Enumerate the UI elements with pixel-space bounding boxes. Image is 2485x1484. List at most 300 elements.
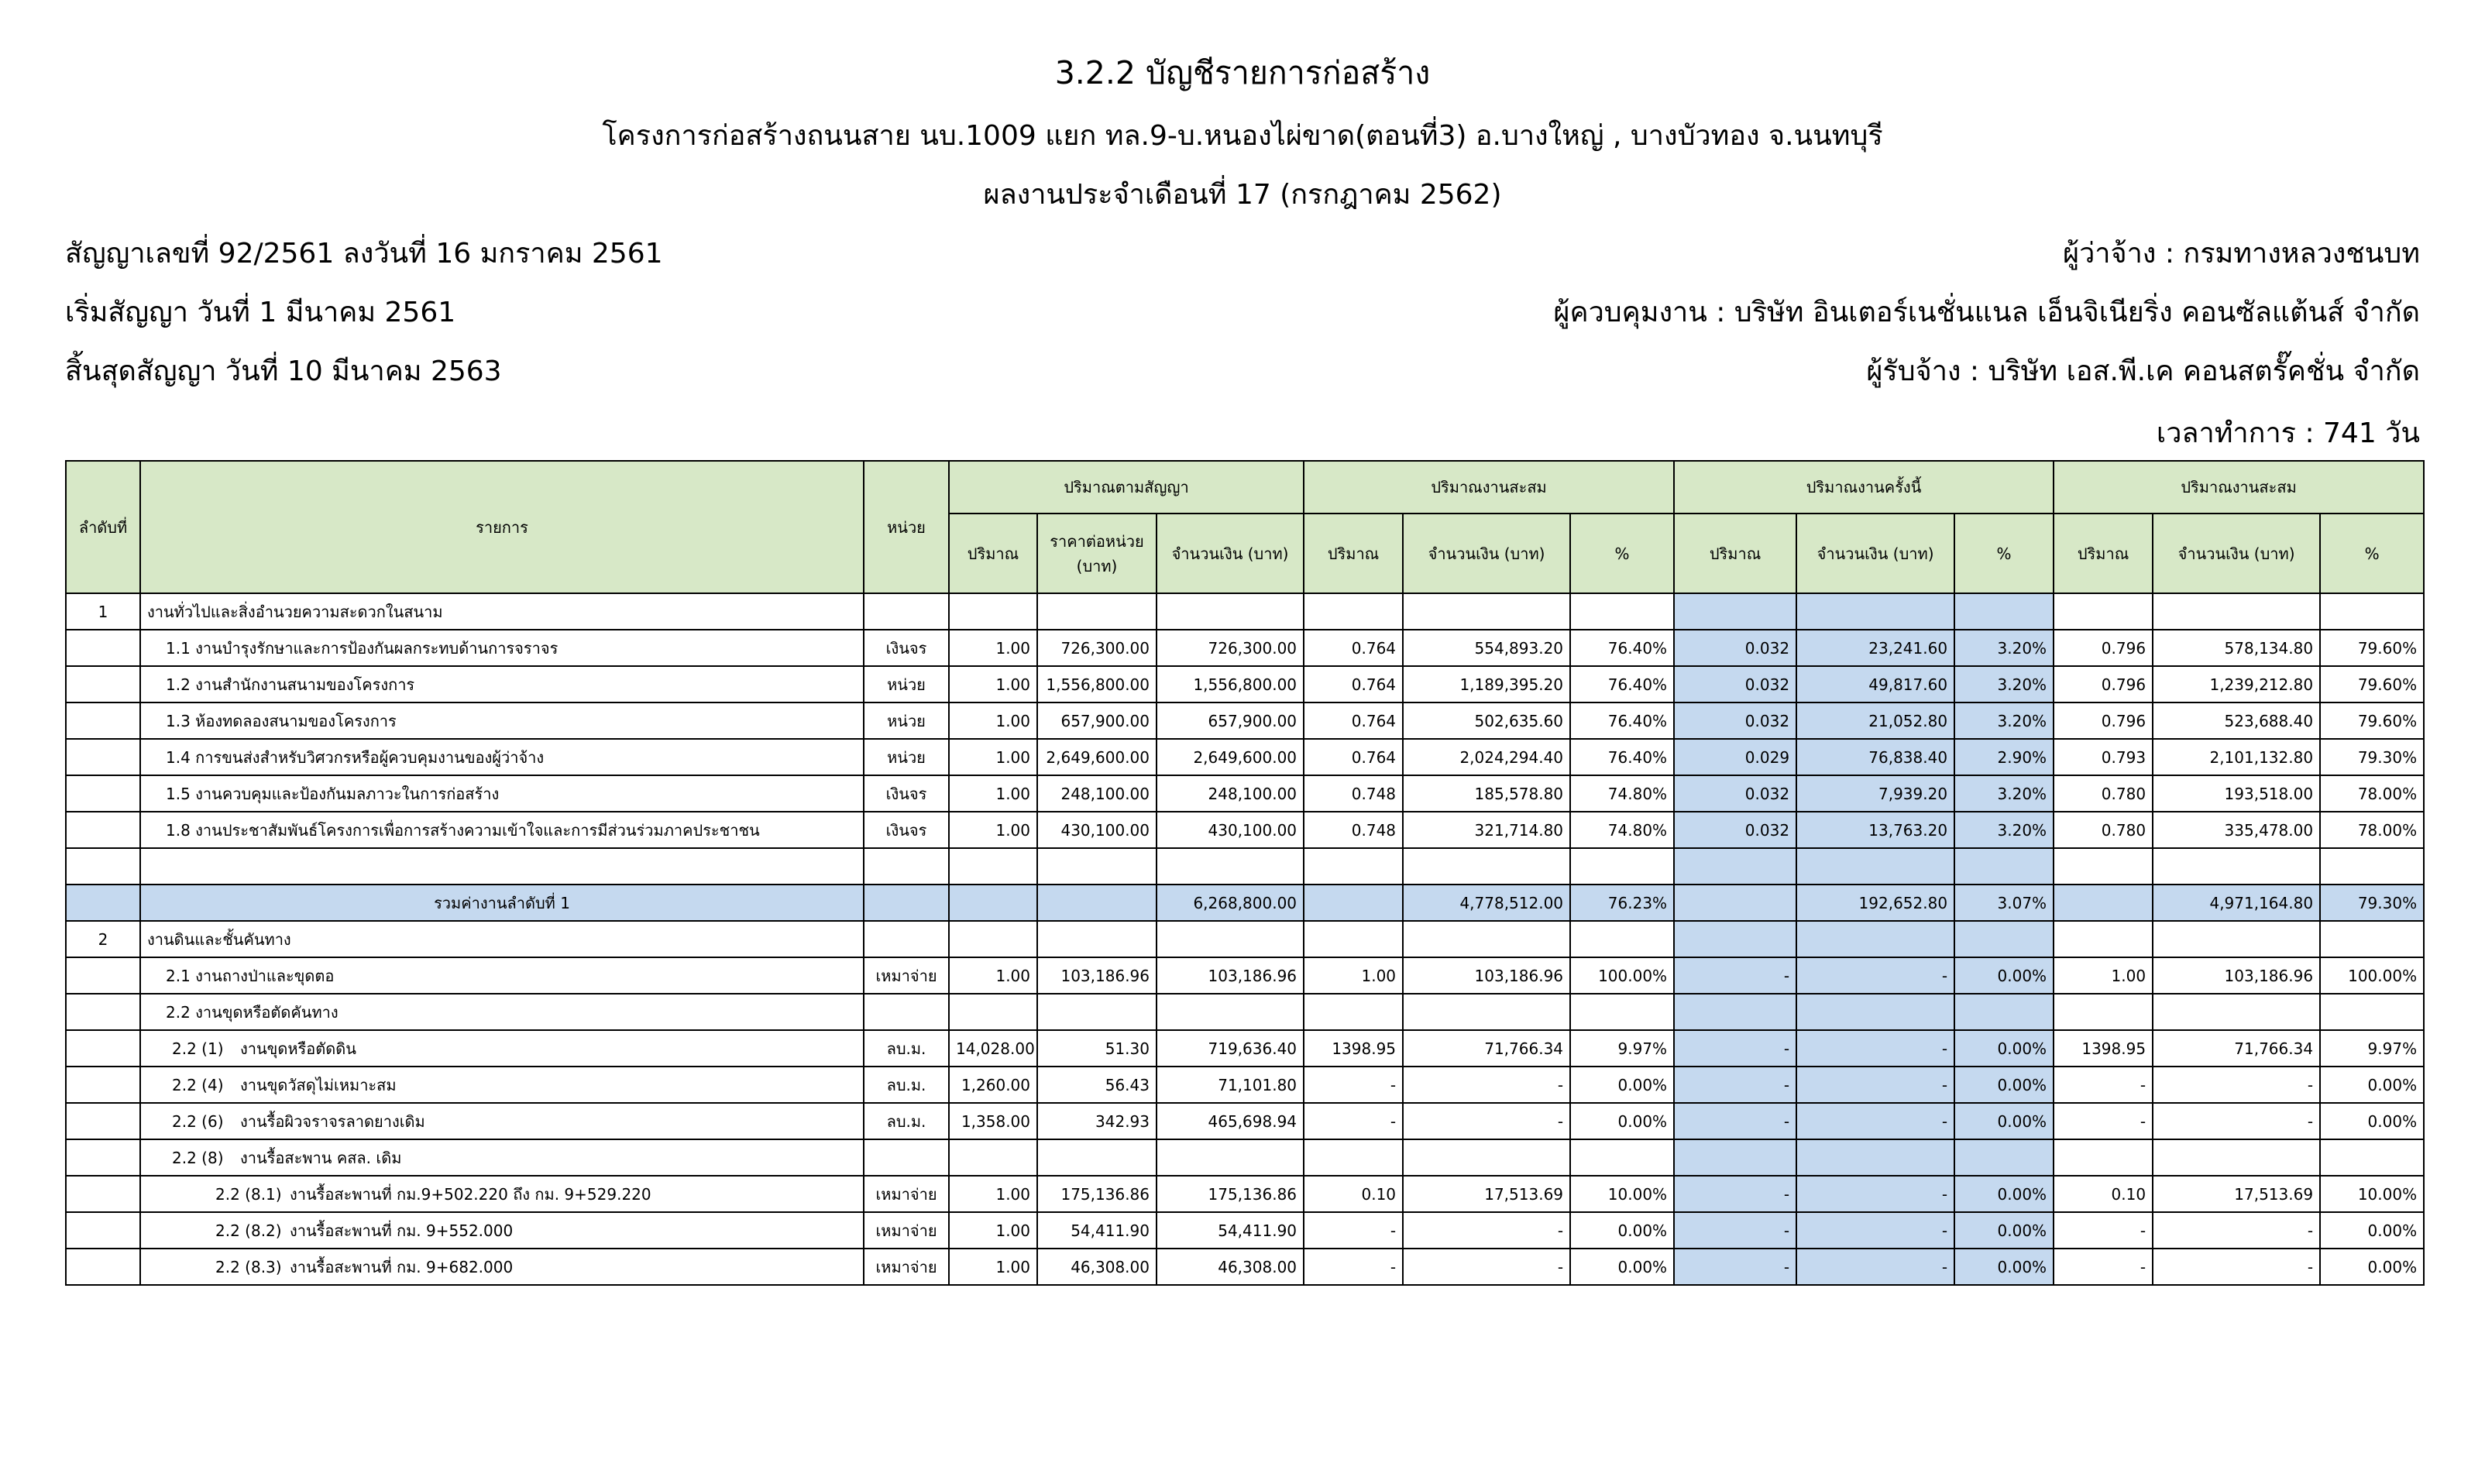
table-cell [66,885,140,921]
table-cell [1037,848,1157,885]
cell-c-qty: 0.032 [1674,702,1796,739]
cell-qty: 14,028.00 [949,1030,1037,1067]
cell-amount: 2,649,600.00 [1157,739,1304,775]
item-label: งานรื้อสะพานที่ กม. 9+552.000 [290,1221,514,1240]
cell-price: 342.93 [1037,1103,1157,1139]
cell-t-pct: 78.00% [2320,775,2424,812]
cell-c-amt: - [1796,1176,1954,1212]
cell-t-qty: - [2054,1067,2153,1103]
table-cell [949,921,1037,957]
table-cell [1796,994,1954,1030]
row-number [66,1030,140,1067]
cell-price: 103,186.96 [1037,957,1157,994]
cell-c-qty: 0.029 [1674,739,1796,775]
row-number [66,1212,140,1249]
total-label: รวมค่างานลำดับที่ 1 [140,885,864,921]
total-amount: 6,268,800.00 [1157,885,1304,921]
col-unit: หน่วย [864,461,949,593]
cell-c-amt: 7,939.20 [1796,775,1954,812]
row-item: 1.1 งานบำรุงรักษาและการป้องกันผลกระทบด้านการจราจร [140,630,864,666]
total-current-amount: 192,652.80 [1796,885,1954,921]
row-number [66,702,140,739]
cell-c-pct: 3.20% [1954,812,2054,848]
table-row [66,848,2424,885]
cell-p-qty: 0.764 [1304,666,1403,702]
cell-p-qty: 0.764 [1304,702,1403,739]
cell-t-qty: - [2054,1212,2153,1249]
cell-p-pct: 74.80% [1570,812,1674,848]
table-row [66,1030,2424,1067]
cell-p-qty: 0.764 [1304,630,1403,666]
cell-t-amt: - [2153,1249,2320,1285]
table-cell [2153,848,2320,885]
row-item: 2.1 งานถางป่าและขุดตอ [140,957,864,994]
row-item: 1.5 งานควบคุมและป้องกันมลภาวะในการก่อสร้าง [140,775,864,812]
cell-t-qty: 0.780 [2054,775,2153,812]
cell-t-pct: 10.00% [2320,1176,2424,1212]
table-cell [1796,848,1954,885]
table-cell [1403,1139,1570,1176]
cell-t-amt: - [2153,1103,2320,1139]
table-row [66,1067,2424,1103]
col-amount: จำนวนเงิน (บาท) [1157,514,1304,593]
cell-p-amt: 502,635.60 [1403,702,1570,739]
contract-end: สิ้นสุดสัญญา วันที่ 10 มีนาคม 2563 [65,356,502,387]
cell-c-amt: - [1796,1067,1954,1103]
cell-qty: 1.00 [949,666,1037,702]
cell-c-pct: 3.20% [1954,666,2054,702]
table-cell [1796,1139,1954,1176]
cell-c-qty: 0.032 [1674,630,1796,666]
cell-qty: 1.00 [949,630,1037,666]
cell-price: 2,649,600.00 [1037,739,1157,775]
cell-c-qty: - [1674,1176,1796,1212]
table-cell [2320,1139,2424,1176]
cell-t-pct: 0.00% [2320,1103,2424,1139]
cell-t-pct: 79.60% [2320,666,2424,702]
row-item [140,1249,864,1285]
col-amount: จำนวนเงิน (บาท) [1796,514,1954,593]
item-label: งานรื้อสะพานที่ กม. 9+682.000 [290,1257,514,1276]
cell-c-pct: 0.00% [1954,1249,2054,1285]
cell-p-pct: 0.00% [1570,1212,1674,1249]
table-cell [1304,994,1403,1030]
cell-unit: ลบ.ม. [864,1030,949,1067]
cell-c-amt: 13,763.20 [1796,812,1954,848]
cell-p-pct: 10.00% [1570,1176,1674,1212]
col-amount: จำนวนเงิน (บาท) [1403,514,1570,593]
cell-p-amt: 71,766.34 [1403,1030,1570,1067]
table-row [66,1139,2424,1176]
row-item [140,848,864,885]
cell-p-qty: - [1304,1212,1403,1249]
cell-p-pct: 76.40% [1570,739,1674,775]
table-cell [2153,994,2320,1030]
cell-c-pct: 2.90% [1954,739,2054,775]
table-cell [949,994,1037,1030]
cell-price: 56.43 [1037,1067,1157,1103]
cell-c-qty: - [1674,1249,1796,1285]
col-pct: % [2320,514,2424,593]
cell-c-amt: 23,241.60 [1796,630,1954,666]
table-row [66,994,2424,1030]
cell-qty: 1.00 [949,702,1037,739]
cell-p-amt: 554,893.20 [1403,630,1570,666]
cell-qty: 1,260.00 [949,1067,1037,1103]
cell-price: 1,556,800.00 [1037,666,1157,702]
item-label: งานรื้อสะพาน คสล. เดิม [240,1148,402,1167]
table-cell [1157,1139,1304,1176]
duration: เวลาทำการ : 741 วัน [2156,417,2420,449]
cell-qty: 1.00 [949,775,1037,812]
cell-p-amt: 103,186.96 [1403,957,1570,994]
cell-price: 54,411.90 [1037,1212,1157,1249]
table-cell [1674,921,1796,957]
cell-c-amt: 49,817.60 [1796,666,1954,702]
table-cell [1954,994,2054,1030]
cell-t-pct: 79.60% [2320,702,2424,739]
cell-amount: 54,411.90 [1157,1212,1304,1249]
table-cell [1403,921,1570,957]
cell-qty: 1.00 [949,957,1037,994]
table-cell [864,1139,949,1176]
table-cell [1037,994,1157,1030]
cell-c-pct: 3.20% [1954,630,2054,666]
cell-c-amt: - [1796,1249,1954,1285]
cell-p-amt: 321,714.80 [1403,812,1570,848]
cell-unit: ลบ.ม. [864,1067,949,1103]
item-code: 2.2 (8.1) [215,1184,282,1204]
section-header-row [66,921,2424,957]
cell-unit: หน่วย [864,702,949,739]
col-pct: % [1954,514,2054,593]
cell-t-amt: 578,134.80 [2153,630,2320,666]
cell-p-qty: 1.00 [1304,957,1403,994]
table-cell [1403,994,1570,1030]
table-cell [1570,848,1674,885]
cell-t-amt: 335,478.00 [2153,812,2320,848]
cell-t-pct: 100.00% [2320,957,2424,994]
cell-t-pct: 79.30% [2320,739,2424,775]
cell-p-qty: 1398.95 [1304,1030,1403,1067]
cell-unit: หน่วย [864,739,949,775]
cell-amount: 657,900.00 [1157,702,1304,739]
table-cell [1796,921,1954,957]
row-number [66,739,140,775]
total-prev-amount: 4,778,512.00 [1403,885,1570,921]
cell-amount: 46,308.00 [1157,1249,1304,1285]
section-title: งานดินและชั้นคันทาง [140,921,864,957]
row-number [66,666,140,702]
cell-c-qty: 0.032 [1674,812,1796,848]
cell-c-amt: - [1796,1030,1954,1067]
row-number [66,775,140,812]
col-item: รายการ [140,461,864,593]
contract-number: สัญญาเลขที่ 92/2561 ลงวันที่ 16 มกราคม 2561 [65,238,663,270]
cell-p-amt: 185,578.80 [1403,775,1570,812]
cell-c-qty: 0.032 [1674,666,1796,702]
cell-c-pct: 3.20% [1954,775,2054,812]
total-prev-pct: 76.23% [1570,885,1674,921]
cell-unit: เงินจร [864,812,949,848]
cell-c-pct: 0.00% [1954,957,2054,994]
cell-t-amt: 1,239,212.80 [2153,666,2320,702]
cell-qty: 1,358.00 [949,1103,1037,1139]
table-cell [1954,921,2054,957]
cell-t-pct: 9.97% [2320,1030,2424,1067]
cell-amount: 465,698.94 [1157,1103,1304,1139]
cell-p-qty: 0.764 [1304,739,1403,775]
table-cell [2054,994,2153,1030]
table-cell [1570,1139,1674,1176]
cell-t-amt: 17,513.69 [2153,1176,2320,1212]
employer: ผู้ว่าจ้าง : กรมทางหลวงชนบท [2062,238,2420,270]
group-previous: ปริมาณงานสะสม [1304,461,1674,514]
cell-unit: หน่วย [864,666,949,702]
row-number [66,1249,140,1285]
table-cell [1674,885,1796,921]
cell-t-pct: 0.00% [2320,1212,2424,1249]
boq-table [65,460,2425,1286]
table-cell [864,885,949,921]
cell-c-pct: 0.00% [1954,1212,2054,1249]
table-row [66,1176,2424,1212]
cell-price: 46,308.00 [1037,1249,1157,1285]
item-label: งานขุดวัสดุไม่เหมาะสม [240,1075,397,1094]
cell-p-qty: - [1304,1249,1403,1285]
table-cell [1674,1139,1796,1176]
cell-amount: 175,136.86 [1157,1176,1304,1212]
cell-p-pct: 76.40% [1570,702,1674,739]
cell-p-amt: - [1403,1212,1570,1249]
cell-p-pct: 74.80% [1570,775,1674,812]
table-cell [1304,921,1403,957]
row-item [140,1212,864,1249]
cell-c-qty: - [1674,957,1796,994]
cell-t-qty: 0.780 [2054,812,2153,848]
cell-c-qty: - [1674,1067,1796,1103]
table-cell [1304,885,1403,921]
cell-t-pct: 0.00% [2320,1067,2424,1103]
table-cell [2054,885,2153,921]
cell-price: 248,100.00 [1037,775,1157,812]
table-row [66,812,2424,848]
table-cell [66,994,140,1030]
table-cell [949,848,1037,885]
row-item [140,1067,864,1103]
cell-price: 726,300.00 [1037,630,1157,666]
total-cum-amount: 4,971,164.80 [2153,885,2320,921]
table-cell [949,1139,1037,1176]
cell-price: 657,900.00 [1037,702,1157,739]
cell-t-pct: 0.00% [2320,1249,2424,1285]
row-item [140,1139,864,1176]
cell-p-pct: 9.97% [1570,1030,1674,1067]
cell-t-amt: 2,101,132.80 [2153,739,2320,775]
cell-c-amt: - [1796,1212,1954,1249]
row-number [66,1103,140,1139]
cell-t-qty: - [2054,1103,2153,1139]
table-cell [1037,885,1157,921]
cell-p-amt: 2,024,294.40 [1403,739,1570,775]
cell-p-qty: - [1304,1067,1403,1103]
col-qty: ปริมาณ [1674,514,1796,593]
cell-p-amt: 1,189,395.20 [1403,666,1570,702]
cell-p-qty: - [1304,1103,1403,1139]
table-cell [1037,921,1157,957]
table-cell [2054,1139,2153,1176]
item-code: 2.2 (8.2) [215,1221,282,1240]
group-contract: ปริมาณตามสัญญา [949,461,1304,514]
cell-c-amt: 21,052.80 [1796,702,1954,739]
col-pct: % [1570,514,1674,593]
cell-t-amt: 193,518.00 [2153,775,2320,812]
cell-unit: เงินจร [864,775,949,812]
table-row [66,775,2424,812]
item-code: 2.2 (4) [172,1075,224,1094]
table-cell [66,1139,140,1176]
item-label: งานรื้อสะพานที่ กม.9+502.220 ถึง กม. 9+529.220 [290,1184,651,1204]
cell-t-amt: 523,688.40 [2153,702,2320,739]
cell-p-pct: 0.00% [1570,1067,1674,1103]
cell-c-qty: - [1674,1030,1796,1067]
table-cell [1157,921,1304,957]
cell-p-qty: 0.748 [1304,812,1403,848]
table-cell [1037,1139,1157,1176]
cell-unit: เหมาจ่าย [864,1212,949,1249]
section-header-row: 1 งานทั่วไปและสิ่งอำนวยความสะดวกในสนาม [66,593,2424,630]
cell-p-qty: 0.10 [1304,1176,1403,1212]
table-cell [2153,1139,2320,1176]
cell-amount: 103,186.96 [1157,957,1304,994]
row-number [66,630,140,666]
table-cell [1403,848,1570,885]
cell-t-pct: 79.60% [2320,630,2424,666]
col-amount: จำนวนเงิน (บาท) [2153,514,2320,593]
document-title: 3.2.2 บัญชีรายการก่อสร้าง [1054,54,1431,91]
table-row [66,1212,2424,1249]
cell-c-pct: 3.20% [1954,702,2054,739]
table-cell [2320,848,2424,885]
table-cell [864,994,949,1030]
cell-c-pct: 0.00% [1954,1067,2054,1103]
cell-p-amt: - [1403,1103,1570,1139]
cell-price: 51.30 [1037,1030,1157,1067]
cell-p-amt: 17,513.69 [1403,1176,1570,1212]
table-cell [949,885,1037,921]
cell-amount: 430,100.00 [1157,812,1304,848]
cell-qty: 1.00 [949,812,1037,848]
cell-t-pct: 78.00% [2320,812,2424,848]
col-qty: ปริมาณ [2054,514,2153,593]
row-item: 1.8 งานประชาสัมพันธ์โครงการเพื่อการสร้างความเข้าใจและการมีส่วนร่วมภาคประชาชน [140,812,864,848]
table-row [66,630,2424,666]
table-row [66,1249,2424,1285]
cell-unit: เหมาจ่าย [864,1249,949,1285]
table-cell [864,921,949,957]
cell-unit: ลบ.ม. [864,1103,949,1139]
cell-t-amt: 71,766.34 [2153,1030,2320,1067]
cell-t-qty: 1.00 [2054,957,2153,994]
row-number [66,1176,140,1212]
table-cell [2320,994,2424,1030]
cell-c-pct: 0.00% [1954,1030,2054,1067]
item-label: งานรื้อผิวจราจรลาดยางเดิม [240,1111,425,1131]
row-item: 2.2 งานขุดหรือตัดคันทาง [140,994,864,1030]
cell-c-pct: 0.00% [1954,1103,2054,1139]
table-row [66,739,2424,775]
cell-t-amt: 103,186.96 [2153,957,2320,994]
total-cum-pct: 79.30% [2320,885,2424,921]
table-cell [2153,921,2320,957]
table-cell [1570,994,1674,1030]
row-number [66,812,140,848]
row-item [140,1030,864,1067]
report-period: ผลงานประจำเดือนที่ 17 (กรกฎาคม 2562) [983,179,1502,211]
total-current-pct: 3.07% [1954,885,2054,921]
cell-t-amt: - [2153,1067,2320,1103]
table-cell [864,848,949,885]
item-label: งานขุดหรือตัดดิน [240,1039,356,1058]
table-cell [1954,1139,2054,1176]
table-cell [2320,921,2424,957]
cell-p-pct: 76.40% [1570,666,1674,702]
table-row [66,1103,2424,1139]
cell-c-qty: - [1674,1103,1796,1139]
cell-amount: 726,300.00 [1157,630,1304,666]
cell-p-pct: 76.40% [1570,630,1674,666]
col-qty: ปริมาณ [1304,514,1403,593]
cell-qty: 1.00 [949,1212,1037,1249]
table-cell [1304,1139,1403,1176]
table-cell [1674,848,1796,885]
cell-c-amt: 76,838.40 [1796,739,1954,775]
cell-c-amt: - [1796,957,1954,994]
item-code: 2.2 (8) [172,1148,224,1167]
cell-c-amt: - [1796,1103,1954,1139]
cell-qty: 1.00 [949,739,1037,775]
cell-c-pct: 0.00% [1954,1176,2054,1212]
cell-price: 175,136.86 [1037,1176,1157,1212]
table-cell [1674,994,1796,1030]
table-row [66,957,2424,994]
table-cell [1157,994,1304,1030]
total-row [66,885,2424,921]
table-cell [1570,921,1674,957]
cell-t-qty: 0.796 [2054,666,2153,702]
project-name: โครงการก่อสร้างถนนสาย นบ.1009 แยก ทล.9-บ.หนองไผ่ขาด(ตอนที่3) อ.บางใหญ่ , บางบัวทอง จ.นนทบุรี [602,120,1883,152]
group-current: ปริมาณงานครั้งนี้ [1674,461,2054,514]
cell-t-qty: 0.10 [2054,1176,2153,1212]
item-code: 2.2 (1) [172,1039,224,1058]
row-number: 2 [66,921,140,957]
col-no: ลำดับที่ [66,461,140,593]
cell-t-amt: - [2153,1212,2320,1249]
cell-amount: 1,556,800.00 [1157,666,1304,702]
table-row [66,666,2424,702]
row-item: 1.2 งานสำนักงานสนามของโครงการ [140,666,864,702]
cell-p-amt: - [1403,1249,1570,1285]
table-cell [1954,848,2054,885]
row-number [66,848,140,885]
cell-t-qty: 1398.95 [2054,1030,2153,1067]
row-number [66,957,140,994]
table-cell [1157,848,1304,885]
cell-t-qty: 0.796 [2054,702,2153,739]
row-item: 1.3 ห้องทดลองสนามของโครงการ [140,702,864,739]
table-cell [1304,848,1403,885]
cell-p-pct: 100.00% [1570,957,1674,994]
